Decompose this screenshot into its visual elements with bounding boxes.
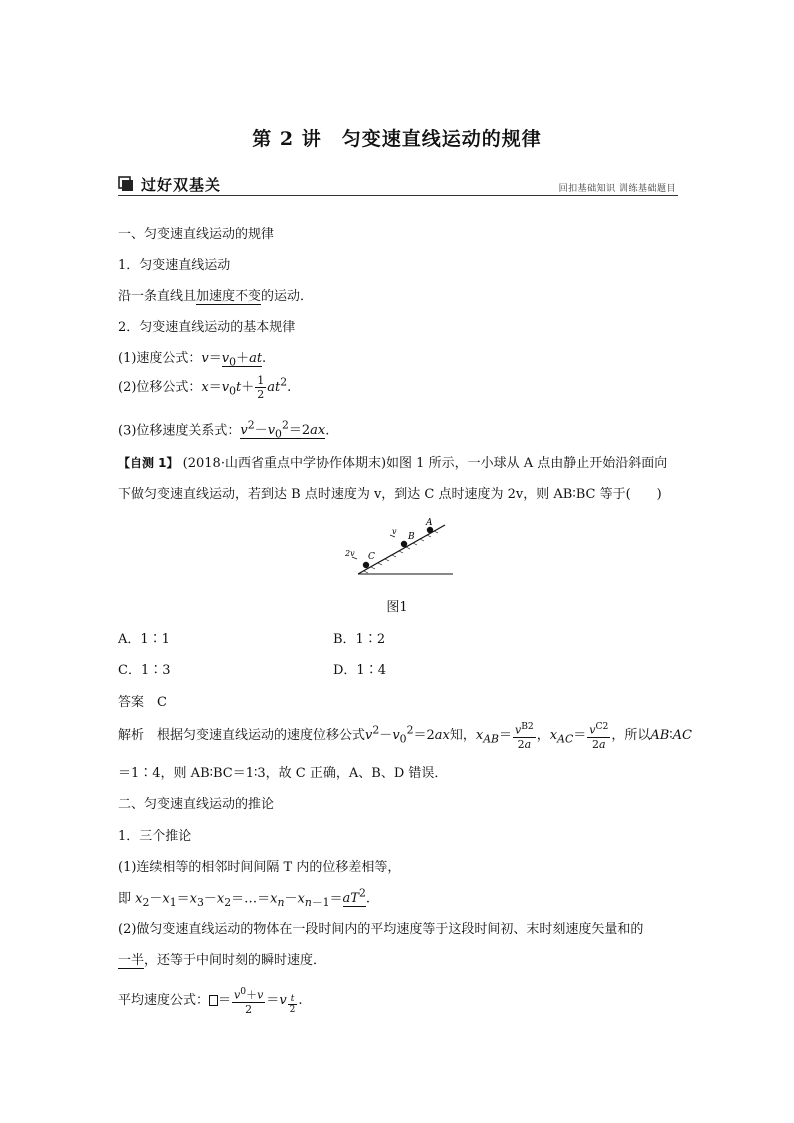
s1-text-b: 的运动． xyxy=(261,289,314,304)
t1-item2-rest: ，还等于中间时刻的瞬时速度． xyxy=(144,953,327,968)
label-a: A xyxy=(426,518,433,528)
s1-heading: 1．匀变速直线运动 xyxy=(118,258,231,273)
formula-displacement-label: (2)位移公式： xyxy=(118,380,202,395)
t1-item1-formula: 即 $x_2-x_1=x_3-x_2=\dots=x_n-x_{n-1}=aT^2$. xyxy=(118,887,370,909)
incline-hatching xyxy=(364,531,438,573)
vbar-symbol xyxy=(209,995,218,1006)
selftest-line2: 下做匀变速直线运动，若到达 B 点时速度为 v，到达 C 点时速度为 2v，则 AB∶BC 等于( ) xyxy=(118,487,662,502)
option-c: C．1∶3 xyxy=(118,663,171,678)
section-square-icon xyxy=(118,176,134,192)
incline-figure xyxy=(338,515,458,585)
selftest-line1-text: (2018·山西省重点中学协作体期末)如图 1 所示，一小球从 A 点由静止开始沿斜面向 xyxy=(182,456,668,471)
analysis-line1: 解析 根据匀变速直线运动的速度位移公式$v^2-v_0^2=2ax$知，$x_{AB}=$ $\frac{v^{B2}}{2a}$ ，$x_{AC}=$ $\frac{v^{C2}}{2a}$ ，所以AB∶AC xyxy=(118,721,693,751)
label-v: v xyxy=(392,527,397,536)
analysis-text-b: 知， xyxy=(449,727,476,743)
analysis-text-c: ，所以 xyxy=(611,727,651,743)
answer-line xyxy=(118,691,167,710)
avg-label: 平均速度公式： xyxy=(118,992,210,1008)
figure-caption: 图1 xyxy=(386,600,408,615)
page-title: 第 2 讲 匀变速直线运动的规律 xyxy=(252,128,542,150)
option-a: A．1∶1 xyxy=(118,632,170,647)
formula-velocity-label: (1)速度公式： xyxy=(118,351,202,366)
t1-item1-prefix: 即 xyxy=(118,891,136,907)
ball-c xyxy=(363,562,369,568)
selftest-tag: 【自测 1】 xyxy=(118,456,179,470)
heading-1: 一、匀变速直线运动的规律 xyxy=(118,227,275,242)
formula-velocity-displacement: (3)位移速度关系式：$v^2-v_0^2=2ax$. xyxy=(118,419,330,441)
analysis-line2: ＝1∶4，则 AB∶BC＝1∶3，故 C 正确，A、B、D 错误． xyxy=(118,766,448,781)
option-b: B．1∶2 xyxy=(333,632,386,647)
s2-heading: 2．匀变速直线运动的基本规律 xyxy=(118,320,296,335)
s1-text-a: 沿一条直线且 xyxy=(118,289,197,304)
heading-2: 二、匀变速直线运动的推论 xyxy=(118,797,275,812)
selftest-line1 xyxy=(118,452,667,471)
t1-item2-underlined: 一半 xyxy=(118,953,145,968)
section-header xyxy=(118,174,678,196)
ball-b xyxy=(401,541,407,547)
section-title: 过好双基关 xyxy=(141,176,222,194)
answer-value: C xyxy=(157,695,167,710)
label-c: C xyxy=(368,552,375,562)
formula-displacement: (2)位移公式：$x=v_0t+$ $\frac{1}{2}$ $at^2$. xyxy=(118,374,292,401)
t1-heading: 1．三个推论 xyxy=(118,829,192,844)
answer-label: 答案 xyxy=(118,695,145,710)
section-divider xyxy=(118,195,678,196)
formula-vd-label: (3)位移速度关系式： xyxy=(118,423,241,439)
t1-item2-cont xyxy=(118,949,326,968)
analysis-text-a: 根据匀变速直线运动的速度位移公式 xyxy=(157,727,366,743)
avg-velocity-formula: 平均速度公式： ＝ $\frac{v^0+v}{2}$ ＝v $_{\frac{t}{2}}$ . xyxy=(118,986,303,1016)
formula-velocity: (1)速度公式：$v=v_0+at$. xyxy=(118,351,267,369)
t1-item1: (1)连续相等的相邻时间间隔 T 内的位移差相等， xyxy=(118,860,401,875)
option-d: D．1∶4 xyxy=(333,663,386,678)
t1-item2: (2)做匀变速直线运动的物体在一段时间内的平均速度等于这段时间初、末时刻速度矢量和的 xyxy=(118,922,644,937)
section-subtitle: 回扣基础知识 训练基础题目 xyxy=(558,184,676,194)
s1-text xyxy=(118,285,313,304)
label-2v: 2v xyxy=(345,549,355,558)
s1-text-underlined: 加速度不变 xyxy=(196,289,262,304)
analysis-label: 解析 xyxy=(118,727,145,743)
label-b: B xyxy=(408,532,415,542)
